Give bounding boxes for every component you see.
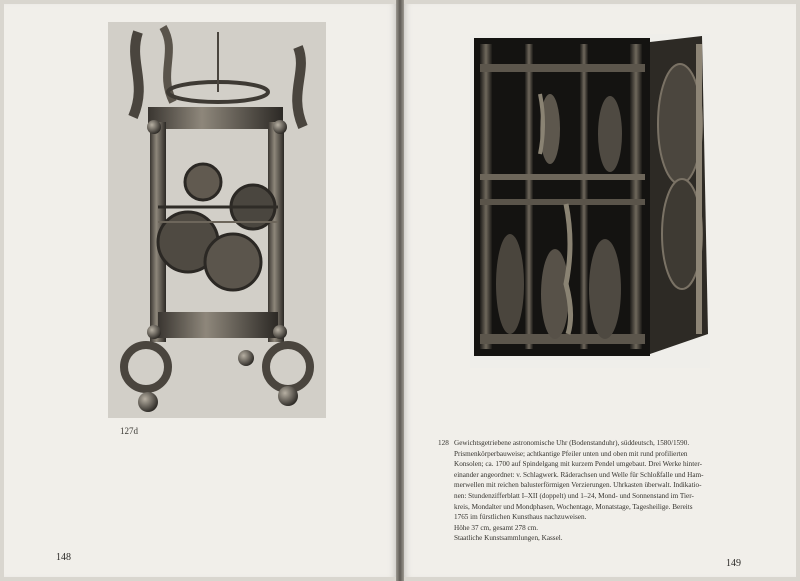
entry-text	[454, 438, 744, 544]
page-number-left: 148	[56, 552, 71, 563]
entry-line: Gewichtsgetriebene astronomische Uhr (Bodenstanduhr), süddeutsch, 1580/1590.	[454, 439, 690, 447]
entry-line: einander angeordnet: v. Schlagwerk. Räderachsen und Welle für Schloßfalle und Ham-	[454, 470, 704, 479]
right-page	[404, 4, 796, 577]
entry-line: Höhe 37 cm, gesamt 278 cm.	[454, 523, 539, 532]
entry-line: Konsolen; ca. 1700 auf Spindelgang mit kurzem Pendel umgebaut. Drei Werke hinter-	[454, 460, 703, 469]
entry-line: nen: Stundenzifferblatt I–XII (doppelt) und 1–24, Mond- und Sonnenstand im Tier-	[454, 491, 694, 500]
entry-line: 1765 im fürstlichen Kunsthaus nachzuweisen.	[454, 513, 587, 522]
astronomical-clock-movement-photo	[470, 34, 710, 368]
table-clock-movement-photo	[108, 22, 326, 418]
plate-label: 127d	[120, 426, 138, 436]
entry-line: merwellen mit reichen balusterförmigen Verzierungen. Uhrkasten überwalt. Indikatio-	[454, 481, 702, 490]
left-page	[4, 4, 396, 577]
entry-line: Staatliche Kunstsammlungen, Kassel.	[454, 534, 563, 543]
entry-line: kreis, Mondalter und Mondphasen, Wochentage, Monatstage, Tagesheilige. Bereits	[454, 502, 693, 511]
entry-line: Prismenkörperbauweise; achtkantige Pfeiler unten und oben mit rund profilierten	[454, 449, 688, 458]
entry-number: 128	[438, 439, 449, 447]
page-number-right: 149	[726, 558, 741, 569]
book-gutter	[396, 0, 404, 581]
